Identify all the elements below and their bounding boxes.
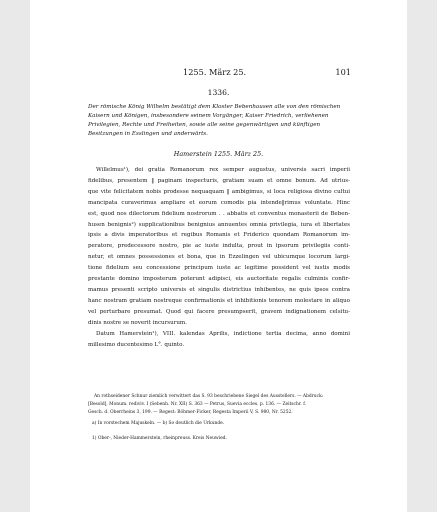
text-line: fidelibus, presentem ‖ paginam inspecturis, gratiam suam et omne bonum. Ad utrius- (88, 177, 350, 184)
place-and-date: Hamerstein 1255. März 25. (173, 150, 264, 158)
footnote-1: 1) Ober-, Nieder-Hammerstein, rheinpreuss. Kreis Neuwied. (92, 436, 227, 441)
text-line: peratore, predecessore nostro, pie ac iuste indulta, prout in ipsorum privilegiis conti- (88, 243, 350, 250)
text-line: Datum Hamerstein¹), VIII. kalendas Aprilis, indictione tertia decima, anno domini (96, 330, 350, 337)
running-header (30, 67, 407, 79)
text-line: est, quod nos dilectorum fidelium nostrorum . . abbatis et conventus monasterii de Beben- (88, 210, 350, 217)
text-line: dinis nostre se noverit incursurum. (88, 319, 187, 326)
text-line: Willelmus¹), dei gratia Romanorum rex semper augustus, universis sacri imperii (96, 167, 350, 173)
text-line: hanc nostram gratiam nostreque confirmationis et inhibitionis tenorem molestare in aliquo (88, 297, 350, 304)
note-line: [Besold], Monum. rediviv. I (Sebenh. Nr. XII) S. 363 — Petrus, Suevia eccles. p. 136. — Zeitschr. f. (88, 401, 307, 407)
text-line: millesimo ducentesimo L°. quinto. (88, 341, 185, 348)
header-date: 1255. März 25. (183, 67, 247, 77)
document-page (30, 0, 407, 512)
note-line: Gesch. d. Oberrheins 3, 199. — Regest: Böhmer-Ficker, Regesta Imperii V, S. 980, Nr. 5252. (88, 409, 293, 415)
text-line: prestante domino imposterum poterunt adipisci, eis auctoritate regalis culminis confir- (88, 276, 350, 283)
text-line: netur, et omnes possessiones et bona, que in Ezzelingen vel ubicumque locorum largi- (88, 254, 350, 261)
footnote-a: a) In vorstechem Majuskeln. — b) So deutlich die Urkunde. (92, 421, 225, 426)
text-line: husen benignis²) supplicationibus benignius annuentes omnia privilegia, iura et libertates (88, 221, 350, 228)
editorial-notes (88, 393, 350, 416)
text-line: que vite felicitatem nobis prodesse nequaquam ‖ ambigimus, si loca religiosa divino cultui (88, 188, 350, 195)
text-line: mamus presenti scripto universis et singulis districtius inhibentes, ne quis ipsos contra (88, 286, 350, 293)
text-line: tione fidelium seu concessione principum iuste ac legitime possident vel iustis modis (88, 265, 350, 272)
text-line: mancipata curaverimus ampliare et eorum comodis pia intende‖rimus voluntate. Hinc (88, 199, 350, 206)
page-number: 101 (335, 67, 351, 77)
regest-summary: Der römische König Wilhelm bestätigt dem Kloster Bebenhausen alle von den römischen Kaisern und Königen, insbesondere seinem Vorgänger, Kaiser Friedrich, verliehenen Privilegien, Rechte und Freiheiten, sowie alle seine gegenwärtigen und künftigen Besitzungen in Esslingen und anderwärts. (88, 104, 341, 137)
text-line: ipsis a divis imperatoribus et regibus Romanis et Friderico quondam Romanorum im- (88, 232, 350, 239)
text-line: vel perturbare presumat. Quod qui facere presumpserit, gravem indignationem celsitu- (88, 308, 350, 315)
charter-text (88, 165, 350, 350)
note-line: An rothseidener Schnur ziemlich verwittert das S. 93 beschriebene Siegel des Ausstellers. — Abdruck: (94, 394, 324, 399)
document-number: 1336. (207, 88, 230, 97)
